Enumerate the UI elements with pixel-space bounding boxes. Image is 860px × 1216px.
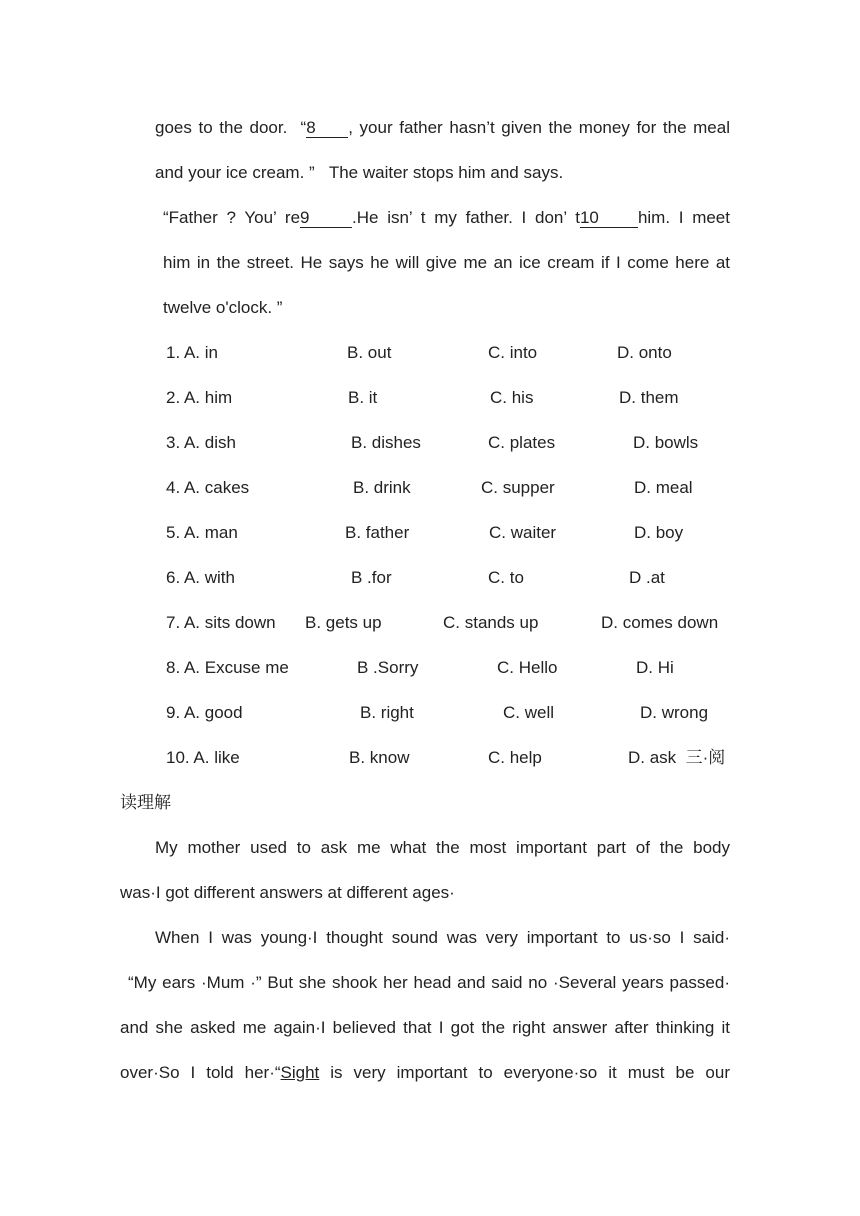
reading-line-2: was·I got different answers at different ages· (120, 883, 455, 902)
option-a: 4. A. cakes (166, 478, 250, 497)
reading-text: over·So I told her·“ (120, 1063, 281, 1082)
passage-line-4: him in the street. He says he will give me an ice cream if I come here at (163, 253, 730, 272)
option-d: D. boy (634, 523, 684, 542)
option-a: 2. A. him (166, 388, 233, 407)
option-c: C. Hello (497, 658, 558, 677)
option-d: D. wrong (640, 703, 709, 722)
reading-line-3: When I was young·I thought sound was very important to us·so I said· (155, 928, 730, 947)
option-b: B. it (348, 388, 378, 407)
option-c: C. his (490, 388, 534, 407)
section-title: 读理解 (120, 793, 171, 812)
option-d: D. onto (617, 343, 672, 362)
option-c: C. to (488, 568, 524, 587)
passage-line-5: twelve o'clock. ” (163, 298, 283, 317)
blank-8: 8 (306, 119, 348, 138)
option-b: B. right (360, 703, 414, 722)
option-a: 5. A. man (166, 523, 238, 542)
option-d: D. comes down (601, 613, 719, 632)
option-b: B. dishes (351, 433, 421, 452)
blank-9: 9 (300, 209, 352, 228)
option-a: 7. A. sits down (166, 613, 276, 632)
option-c: C. into (488, 343, 538, 362)
option-b: B .for (351, 568, 392, 587)
option-a: 8. A. Excuse me (166, 658, 289, 677)
passage-text: , your father hasn’t given the money for the meal (348, 118, 730, 137)
reading-line-1: My mother used to ask me what the most important part of the body (155, 838, 730, 857)
option-c: C. waiter (489, 523, 557, 542)
option-b: B. know (349, 748, 410, 767)
reading-text: is very important to everyone·so it must be our (319, 1063, 730, 1082)
passage-line-1 (155, 117, 730, 139)
reading-line-6 (120, 1062, 730, 1084)
option-c: C. well (503, 703, 555, 722)
option-c: C. supper (481, 478, 555, 497)
passage-text: him. I meet (637, 208, 730, 227)
option-a: 6. A. with (166, 568, 235, 587)
option-b: B. out (347, 343, 392, 362)
option-c: C. plates (488, 433, 556, 452)
option-d: D. them (619, 388, 679, 407)
option-d: D. ask 三·阅 (628, 748, 726, 767)
passage-text: “Father ? You’ re (163, 208, 301, 227)
option-b: B. drink (353, 478, 411, 497)
option-d: D. bowls (633, 433, 699, 452)
blank-10: 10 (580, 209, 638, 228)
option-d: D .at (629, 568, 665, 587)
passage-line-3 (163, 207, 730, 229)
option-d: D. meal (634, 478, 693, 497)
option-b: B .Sorry (357, 658, 419, 677)
option-b: B. gets up (305, 613, 382, 632)
reading-line-5: and she asked me again·I believed that I got the right answer after thinking it (120, 1018, 730, 1037)
option-a: 3. A. dish (166, 433, 236, 452)
option-a: 10. A. like (166, 748, 240, 767)
passage-text: goes to the door. “ (155, 118, 307, 137)
passage-line-2: and your ice cream. ” The waiter stops him and says. (155, 163, 564, 182)
option-a: 9. A. good (166, 703, 243, 722)
passage-text: .He isn’ t my father. I don’ t (352, 208, 580, 227)
reading-line-4: “My ears ·Mum ·” But she shook her head and said no ·Several years passed· (128, 973, 730, 992)
option-c: C. stands up (443, 613, 539, 632)
option-c: C. help (488, 748, 542, 767)
option-a: 1. A. in (166, 343, 218, 362)
option-d: D. Hi (636, 658, 674, 677)
underlined-word: Sight (280, 1063, 320, 1082)
option-b: B. father (345, 523, 410, 542)
